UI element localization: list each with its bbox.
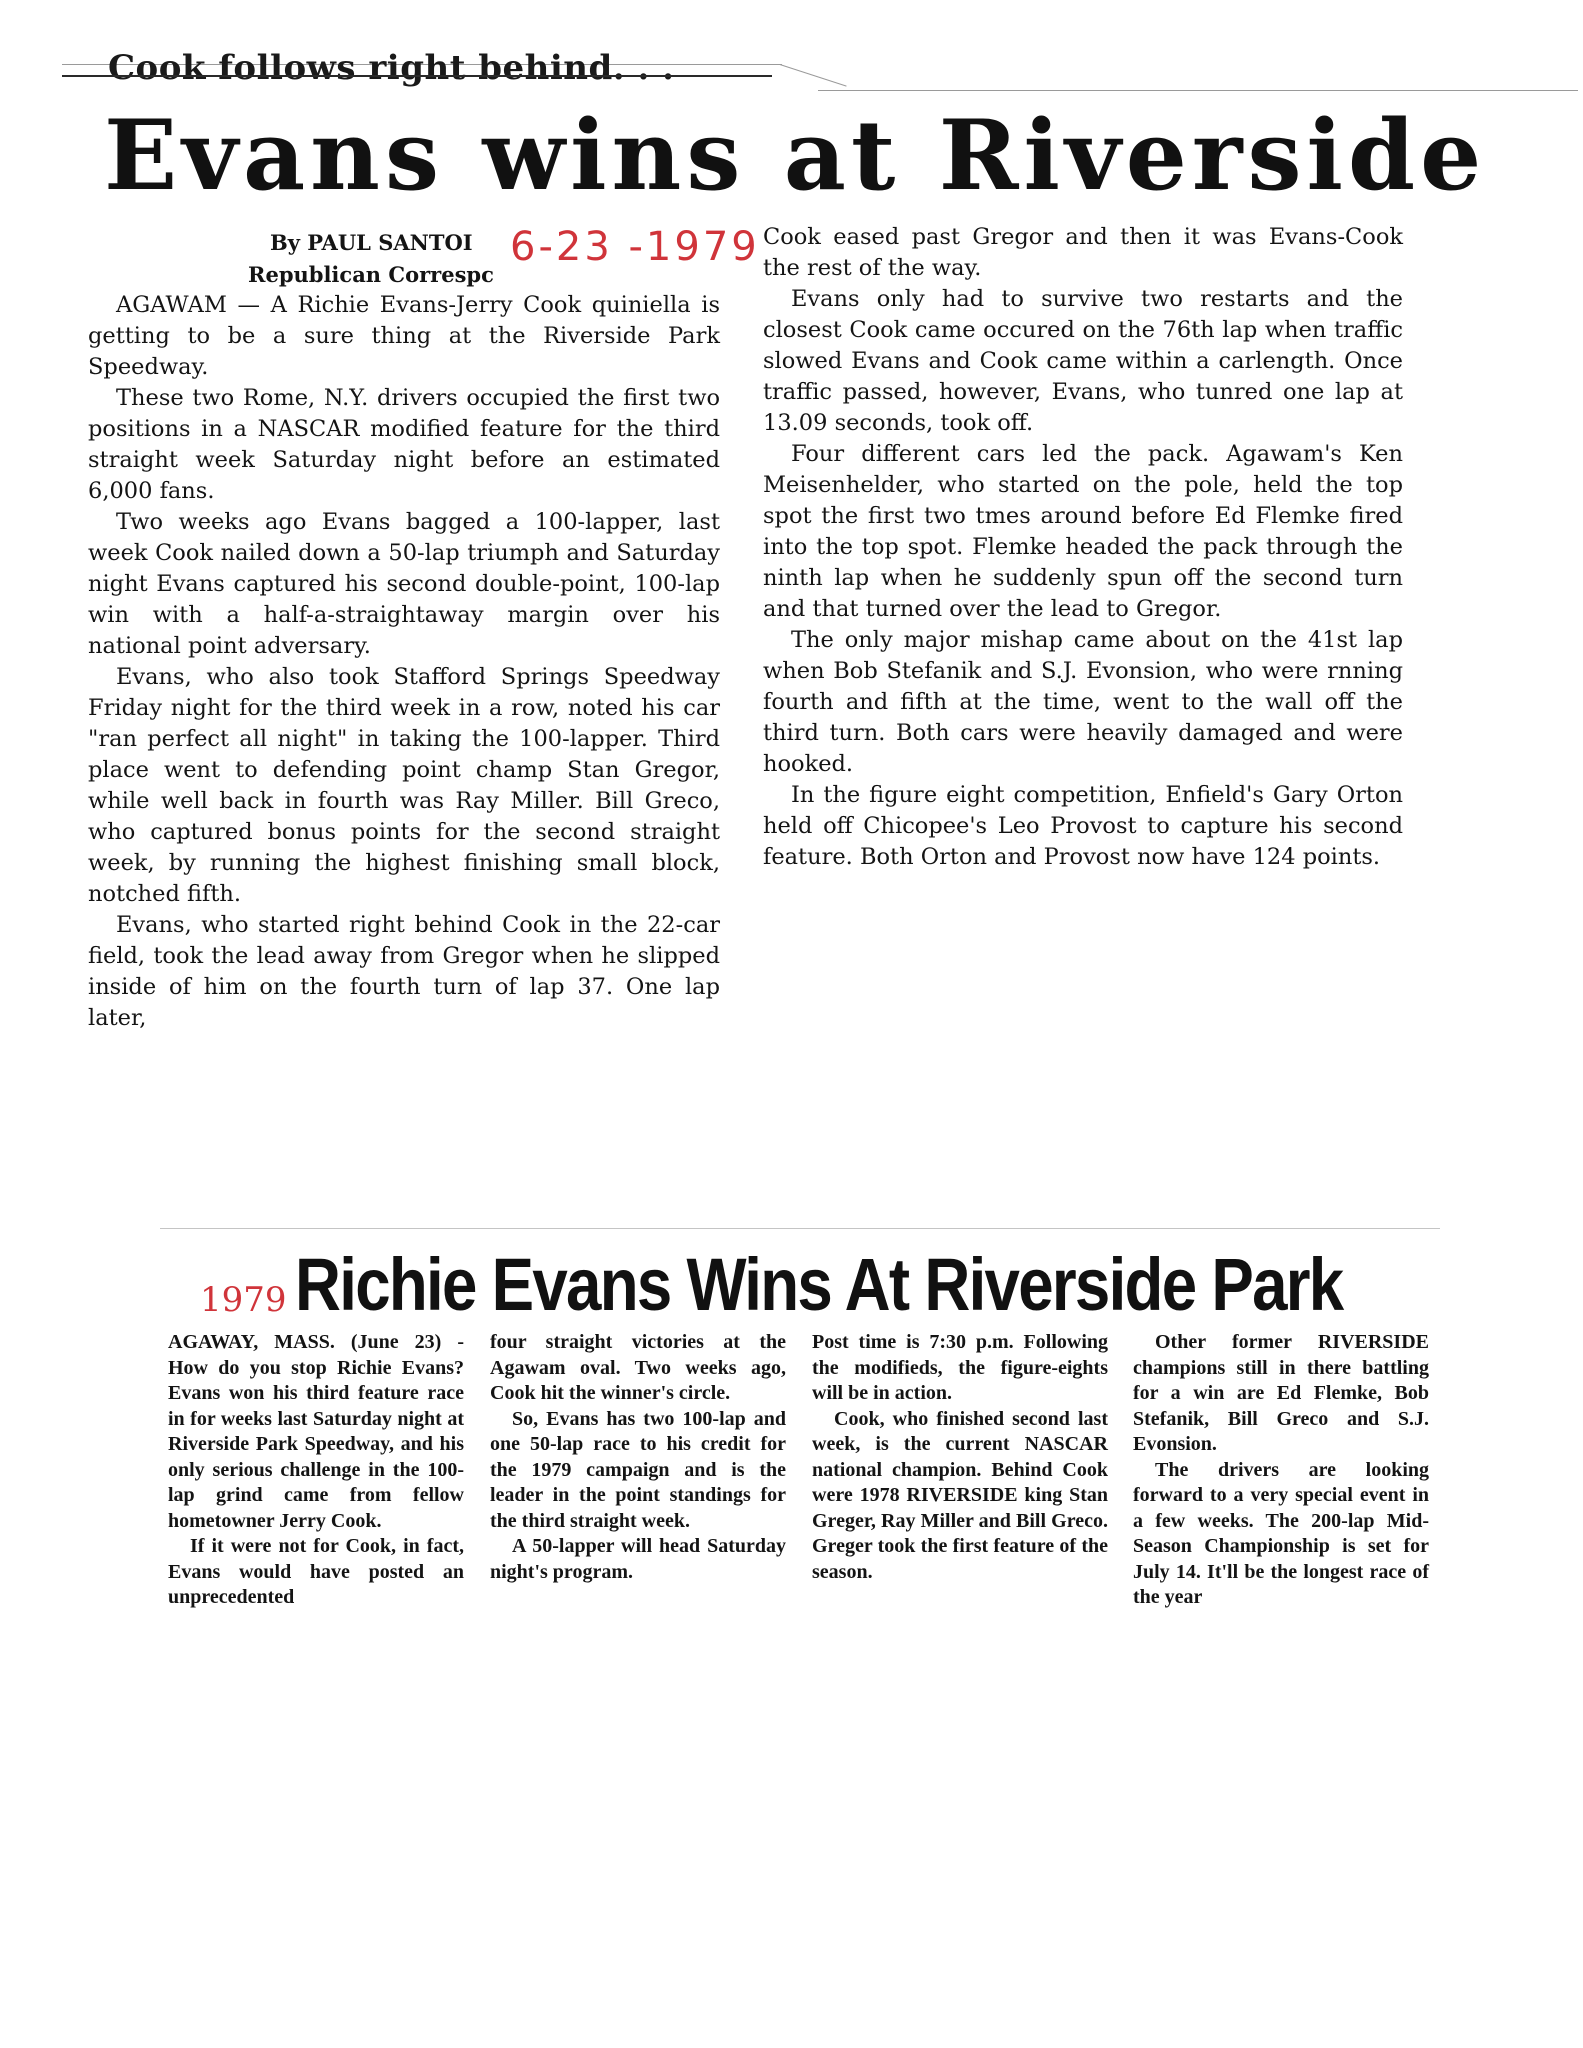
article-column-1 <box>88 290 720 1034</box>
paragraph: AGAWAM — A Richie Evans-Jerry Cook quiniella is getting to be a sure thing at the Riverside Park Speedway. <box>88 292 720 380</box>
paragraph: Evans, who also took Stafford Springs Speedway Friday night for the third week in a row, noted his car "ran perfect all night" in taking the 100-lapper. Third place went to defending point champ Stan Gregor, while well back in fourth was Ray Miller. Bill Greco, who captured bonus points for the second straight week, by running the highest finishing small block, notched fifth. <box>88 664 720 907</box>
article-column-4 <box>1133 1330 1429 1611</box>
kicker-headline: Cook follows right behind. . . <box>108 48 675 88</box>
clipping-cut-edge <box>818 90 1578 91</box>
paragraph: The only major mishap came about on the 41st lap when Bob Stefanik and S.J. Evonsion, who were rnning fourth and fifth at the time, went to the wall off the third turn. Both cars were heavily damaged and were hooked. <box>763 627 1403 777</box>
paragraph: Cook eased past Gregor and then it was Evans-Cook the rest of the way. <box>763 224 1403 281</box>
byline-role: Republican Correspc <box>248 262 494 287</box>
paragraph: Four different cars led the pack. Agawam's Ken Meisenhelder, who started on the pole, held the top spot the first two tmes around before Ed Flemke fired into the top spot. Flemke headed the pack through the ninth lap when he suddenly spun off the second turn and that turned over the lead to Gregor. <box>763 441 1403 622</box>
article-column-2 <box>763 222 1403 873</box>
handwritten-date: 6-23 -1979 <box>510 224 760 270</box>
clipping-cut-edge <box>160 1228 1440 1229</box>
kicker-strikethrough <box>62 75 772 77</box>
paragraph: If it were not for Cook, in fact, Evans would have posted an unprecedented <box>168 1535 464 1608</box>
paragraph: Cook, who finished second last week, is the current NASCAR national champion. Behind Cook were 1978 RIVERSIDE king Stan Greger, Ray Miller and Bill Greco. Greger took the first feature of the season. <box>812 1407 1108 1583</box>
paragraph: So, Evans has two 100-lap and one 50-lap race to his credit for the 1979 campaign and is the leader in the point standings for the third straight week. <box>490 1407 786 1532</box>
paragraph: Post time is 7:30 p.m. Following the modifieds, the figure-eights will be in action. <box>812 1331 1108 1404</box>
clipping-cut-edge <box>780 64 847 87</box>
handwritten-year: 1979 <box>200 1280 287 1320</box>
paragraph: Two weeks ago Evans bagged a 100-lapper, last week Cook nailed down a 50-lap triumph and Saturday night Evans captured his second double-point, 100-lap win with a half-a-straightaway margin over his national point adversary. <box>88 509 720 659</box>
paragraph: Evans, who started right behind Cook in the 22-car field, took the lead away from Gregor when he slipped inside of him on the fourth turn of lap 37. One lap later, <box>88 912 720 1031</box>
paragraph: In the figure eight competition, Enfield's Gary Orton held off Chicopee's Leo Provost to capture his second feature. Both Orton and Provost now have 124 points. <box>763 782 1403 870</box>
article-column-2 <box>490 1330 786 1585</box>
article-column-3 <box>812 1330 1108 1585</box>
article-column-1 <box>168 1330 464 1611</box>
paragraph: A 50-lapper will head Saturday night's program. <box>490 1535 786 1583</box>
paragraph: Evans only had to survive two restarts and the closest Cook came occured on the 76th lap when traffic slowed Evans and Cook came within a carlength. Once traffic passed, however, Evans, who tunred one lap at 13.09 seconds, took off. <box>763 286 1403 436</box>
clipping-richie-evans-wins <box>0 1220 1583 1660</box>
paragraph: four straight victories at the Agawam oval. Two weeks ago, Cook hit the winner's circle. <box>490 1331 786 1404</box>
paragraph: These two Rome, N.Y. drivers occupied the first two positions in a NASCAR modified feature for the third straight week Saturday night before an estimated 6,000 fans. <box>88 385 720 504</box>
main-headline: Evans wins at Riverside <box>104 99 1487 212</box>
paragraph: The drivers are looking forward to a very special event in a few weeks. The 200-lap Mid-Season Championship is set for July 14. It'll be the longest race of the year <box>1133 1458 1429 1608</box>
paragraph: AGAWAY, MASS. (June 23) - How do you stop Richie Evans? Evans won his third feature race in for weeks last Saturday night at Riverside Park Speedway, and his only serious challenge in the 100-lap grind came from fellow hometowner Jerry Cook. <box>168 1331 464 1532</box>
second-headline: Richie Evans Wins At Riverside Park <box>295 1243 1343 1326</box>
byline: By PAUL SANTOI <box>270 230 473 255</box>
paragraph: Other former RIVERSIDE champions still in there battling for a win are Ed Flemke, Bob Stefanik, Bill Greco and S.J. Evonsion. <box>1133 1331 1429 1455</box>
